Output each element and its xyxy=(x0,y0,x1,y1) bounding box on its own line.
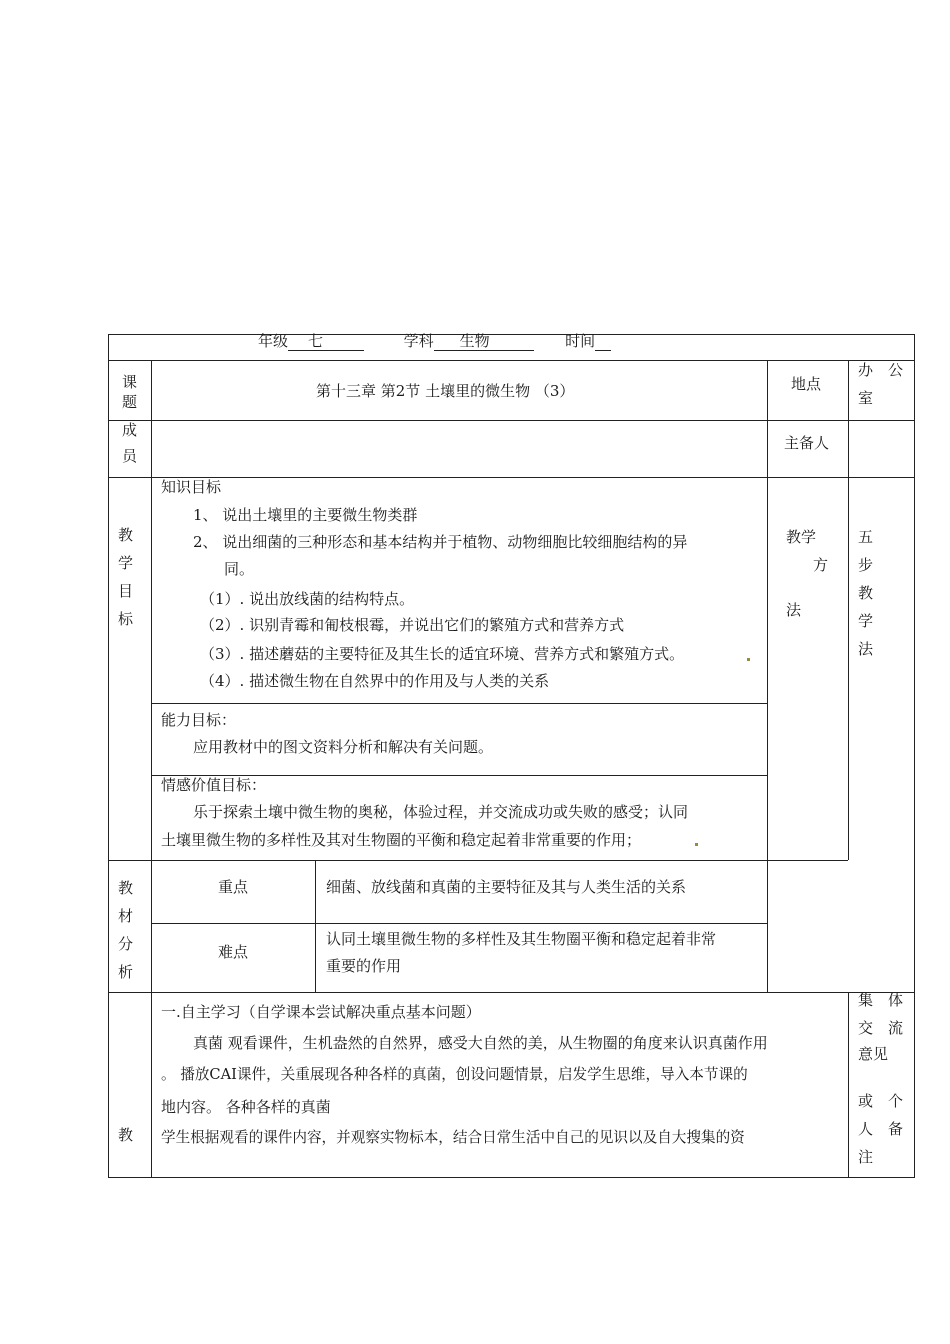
method-column-border xyxy=(767,477,768,992)
difficulty-text-2: 重要的作用 xyxy=(326,957,402,975)
stray-dot-1 xyxy=(747,658,750,661)
lesson-title: 第十三章 第2节 土壤里的微生物 （3） xyxy=(316,382,575,400)
knowledge-item-2: 2、 说出细菌的三种形态和基本结构并于植物、动物细胞比较细胞结构的异 xyxy=(193,533,688,551)
table-left-border xyxy=(108,334,109,1178)
objectives-label-2: 学 xyxy=(118,554,134,572)
knowledge-item-1: 1、 说出土壤里的主要微生物类群 xyxy=(193,506,418,524)
analysis-label-4: 析 xyxy=(118,963,134,981)
members-row-border xyxy=(108,477,915,478)
objectives-row-border xyxy=(108,860,848,861)
side-note-6: 注 xyxy=(858,1148,874,1166)
analysis-label-1: 教 xyxy=(118,879,134,897)
side-note-3: 意见 xyxy=(858,1045,889,1063)
objectives-label-4: 标 xyxy=(118,610,134,628)
emotion-line-2: 土壤里微生物的多样性及其对生物圈的平衡和稳定起着非常重要的作用； xyxy=(161,831,642,849)
process-label: 教 xyxy=(118,1126,134,1144)
objectives-label-1: 教 xyxy=(118,526,134,544)
method-value-5: 法 xyxy=(858,640,874,658)
method-value-2: 步 xyxy=(858,556,874,574)
ability-title: 能力目标： xyxy=(161,711,237,729)
ability-text: 应用教材中的图文资料分析和解决有关问题。 xyxy=(193,738,494,756)
method-label-1: 教学 xyxy=(786,528,817,546)
lead-preparer-label: 主备人 xyxy=(784,434,830,452)
knowledge-sub-3: （3）. 描述蘑菇的主要特征及其生长的适宜环境、营养方式和繁殖方式。 xyxy=(200,645,685,663)
process-line-3: 。 播放CAI课件，关重展现各种各样的真菌，创设问题情景，启发学生思维，导入本节课的 xyxy=(161,1066,748,1083)
process-line-5: 学生根据观看的课件内容，并观察实物标本，结合日常生活中自己的见识以及自大搜集的资 xyxy=(161,1129,745,1146)
side-note-5: 人 备 xyxy=(858,1120,904,1138)
side-note-2: 交 流 xyxy=(858,1019,904,1037)
header-row-border xyxy=(108,360,915,361)
side-note-4: 或 个 xyxy=(858,1092,904,1110)
emotion-line-1: 乐于探索土壤中微生物的奥秘，体验过程，并交流成功或失败的感受；认同 xyxy=(193,803,689,821)
emotion-title: 情感价值目标： xyxy=(161,776,267,794)
analysis-label-3: 分 xyxy=(118,935,134,953)
objectives-label-3: 目 xyxy=(118,582,134,600)
members-label-line1: 成 xyxy=(122,421,138,439)
key-point-text: 细菌、放线菌和真菌的主要特征及其与人类生活的关系 xyxy=(326,878,687,896)
grade-value: 七 xyxy=(308,332,324,350)
analysis-label-2: 材 xyxy=(118,907,134,925)
knowledge-sub-1: （1）. 说出放线菌的结构特点。 xyxy=(200,590,415,608)
knowledge-item-2-cont: 同。 xyxy=(224,560,255,578)
analysis-subcolumn-border xyxy=(315,860,316,992)
place-value-line1: 办 公 xyxy=(858,361,904,379)
process-line-2: 真菌 观看课件，生机盎然的自然界，感受大自然的美，从生物圈的角度来认识真菌作用 xyxy=(193,1034,768,1052)
analysis-row-border xyxy=(108,992,915,993)
key-point-label: 重点 xyxy=(218,878,249,896)
subject-value: 生物 xyxy=(459,332,490,350)
method-label-2: 方 xyxy=(813,556,829,574)
knowledge-sub-4: （4）. 描述微生物在自然界中的作用及与人类的关系 xyxy=(200,672,550,690)
value-column-border xyxy=(848,477,849,860)
topic-label: 课 题 xyxy=(121,373,137,411)
grade-label: 年级 xyxy=(258,332,289,350)
difficulty-label: 难点 xyxy=(218,943,249,961)
method-value-4: 学 xyxy=(858,612,874,630)
value-column-border-upper xyxy=(848,360,849,477)
place-value-line2: 室 xyxy=(858,389,874,407)
side-column-border xyxy=(848,992,849,1178)
time-label: 时间 xyxy=(565,332,596,350)
table-right-border xyxy=(914,334,915,1178)
knowledge-section-border xyxy=(151,703,768,704)
subject-label: 学科 xyxy=(403,332,434,350)
knowledge-sub-2: （2）. 识别青霉和匍枝根霉，并说出它们的繁殖方式和营养方式 xyxy=(200,616,625,634)
members-label-line2: 员 xyxy=(122,447,138,465)
knowledge-title: 知识目标 xyxy=(161,478,222,496)
process-line-1: 一.自主学习（自学课本尝试解决重点基本问题） xyxy=(161,1003,481,1021)
method-value-1: 五 xyxy=(858,528,874,546)
header-row xyxy=(258,331,611,351)
place-column-border-upper xyxy=(767,360,768,477)
process-line-4: 地内容。 各种各样的真菌 xyxy=(161,1098,331,1116)
stray-dot-2 xyxy=(695,843,698,846)
difficulty-text-1: 认同土壤里微生物的多样性及其生物圈平衡和稳定起着非常 xyxy=(326,930,717,948)
side-note-1: 集 体 xyxy=(858,991,904,1009)
place-label: 地点 xyxy=(791,375,822,393)
label-column-border xyxy=(151,360,152,1178)
method-value-3: 教 xyxy=(858,584,874,602)
method-label-3: 法 xyxy=(786,601,802,619)
table-bottom-border xyxy=(108,1177,915,1178)
topic-row-border xyxy=(108,420,915,421)
key-point-border xyxy=(151,923,768,924)
